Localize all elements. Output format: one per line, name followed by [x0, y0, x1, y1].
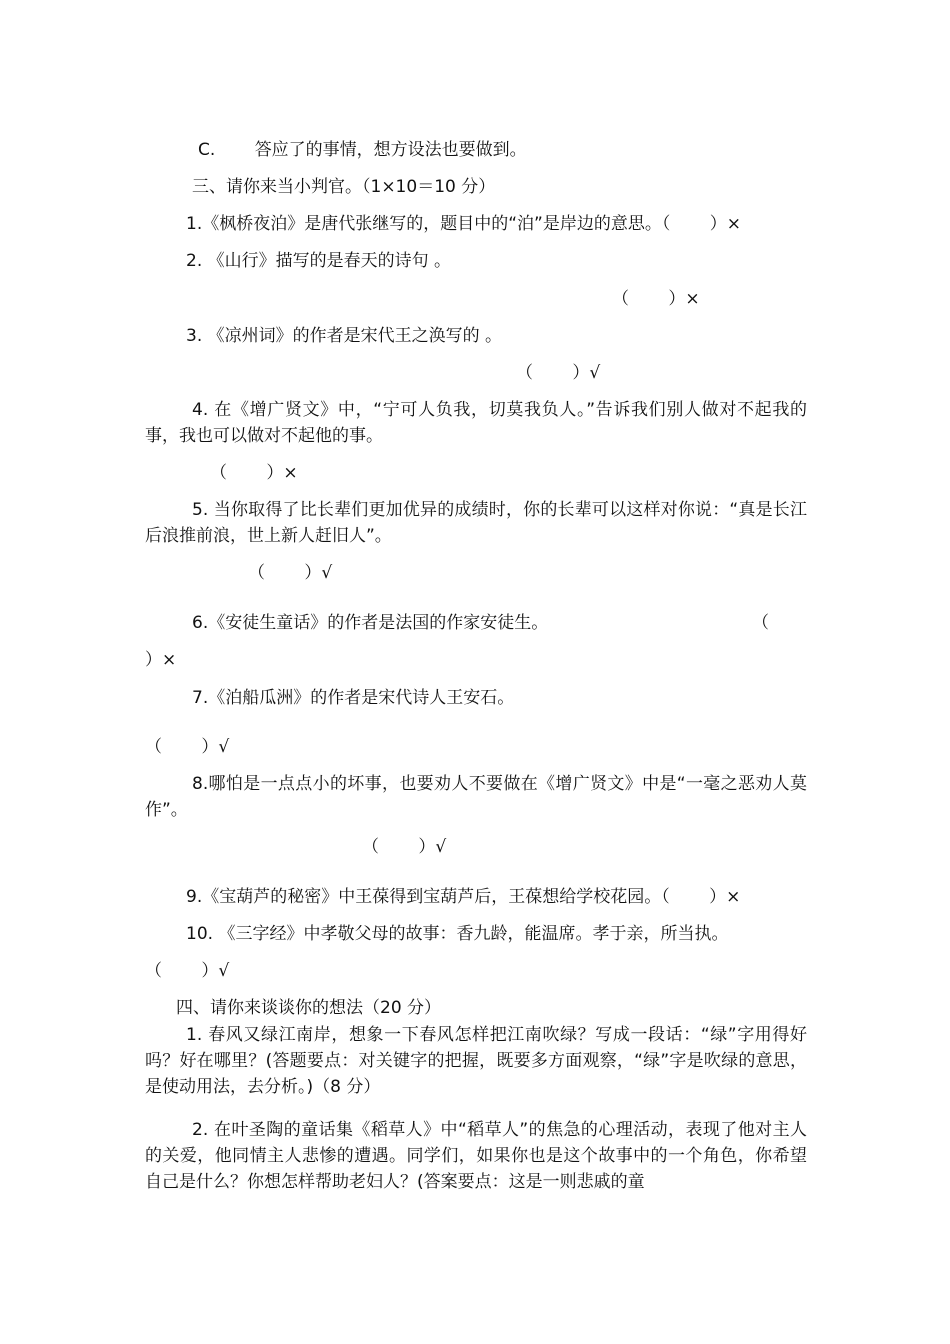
q10-text: 10. 《三字经》中孝敬父母的故事：香九龄，能温席。孝于亲，所当执。 [186, 924, 729, 944]
q8-answer: （ ）√ [362, 837, 447, 857]
q2-text: 2. 《山行》描写的是春天的诗句 。 [186, 251, 452, 271]
q5-answer: （ ）√ [248, 563, 333, 583]
q4-answer: （ ）× [210, 463, 298, 483]
q9-text: 9.《宝葫芦的秘密》中王葆得到宝葫芦后，王葆想给学校花园。（ ）× [186, 887, 741, 907]
q6-text: 6.《安徒生童话》的作者是法国的作家安徒生。 [192, 613, 549, 633]
q4-text: 4. 在《增广贤文》中，“宁可人负我，切莫我负人。”告诉我们别人做对不起我的事，我也可以做对不起他的事。 [145, 400, 807, 446]
section4-heading: 四、请你来谈谈你的想法（20 分） [176, 998, 442, 1018]
section3-heading: 三、请你来当小判官。（1×10＝10 分） [192, 177, 496, 197]
option-c-text: 答应了的事情，想方设法也要做到。 [254, 140, 527, 160]
q8-text: 8.哪怕是一点点小的坏事，也要劝人不要做在《增广贤文》中是“一毫之恶劝人莫作”。 [145, 774, 807, 820]
q3-text: 3. 《凉州词》的作者是宋代王之涣写的 。 [186, 326, 503, 346]
q7-answer: （ ）√ [145, 737, 230, 757]
q3-answer: （ ）√ [516, 363, 601, 383]
option-c-letter: C. [198, 140, 216, 160]
q2-answer: （ ）× [612, 289, 700, 309]
q7-text: 7.《泊船瓜洲》的作者是宋代诗人王安石。 [192, 688, 515, 708]
q1-text: 1.《枫桥夜泊》是唐代张继写的，题目中的“泊”是岸边的意思。（ ）× [186, 214, 741, 234]
section4-q2-text: 2. 在叶圣陶的童话集《稻草人》中“稻草人”的焦急的心理活动，表现了他对主人的关爱，他同情主人悲惨的遭遇。同学们，如果你也是这个故事中的一个角色，你希望自己是什么？你想怎样帮助老妇人？(答案要点：这是一则悲戚的童 [145, 1120, 807, 1192]
option-c [198, 138, 527, 162]
q10-answer: （ ）√ [145, 961, 230, 981]
q6-answer-open: （ [752, 613, 769, 633]
q5-text: 5. 当你取得了比长辈们更加优异的成绩时，你的长辈可以这样对你说：“真是长江后浪推前浪，世上新人赶旧人”。 [145, 500, 807, 546]
section4-q1-text: 1. 春风又绿江南岸，想象一下春风怎样把江南吹绿？写成一段话：“绿”字用得好吗？好在哪里？(答题要点：对关键字的把握，既要多方面观察，“绿”字是吹绿的意思，是使动用法，去分析。)（8 分） [145, 1025, 807, 1097]
q6-answer-close: ）× [145, 650, 177, 670]
